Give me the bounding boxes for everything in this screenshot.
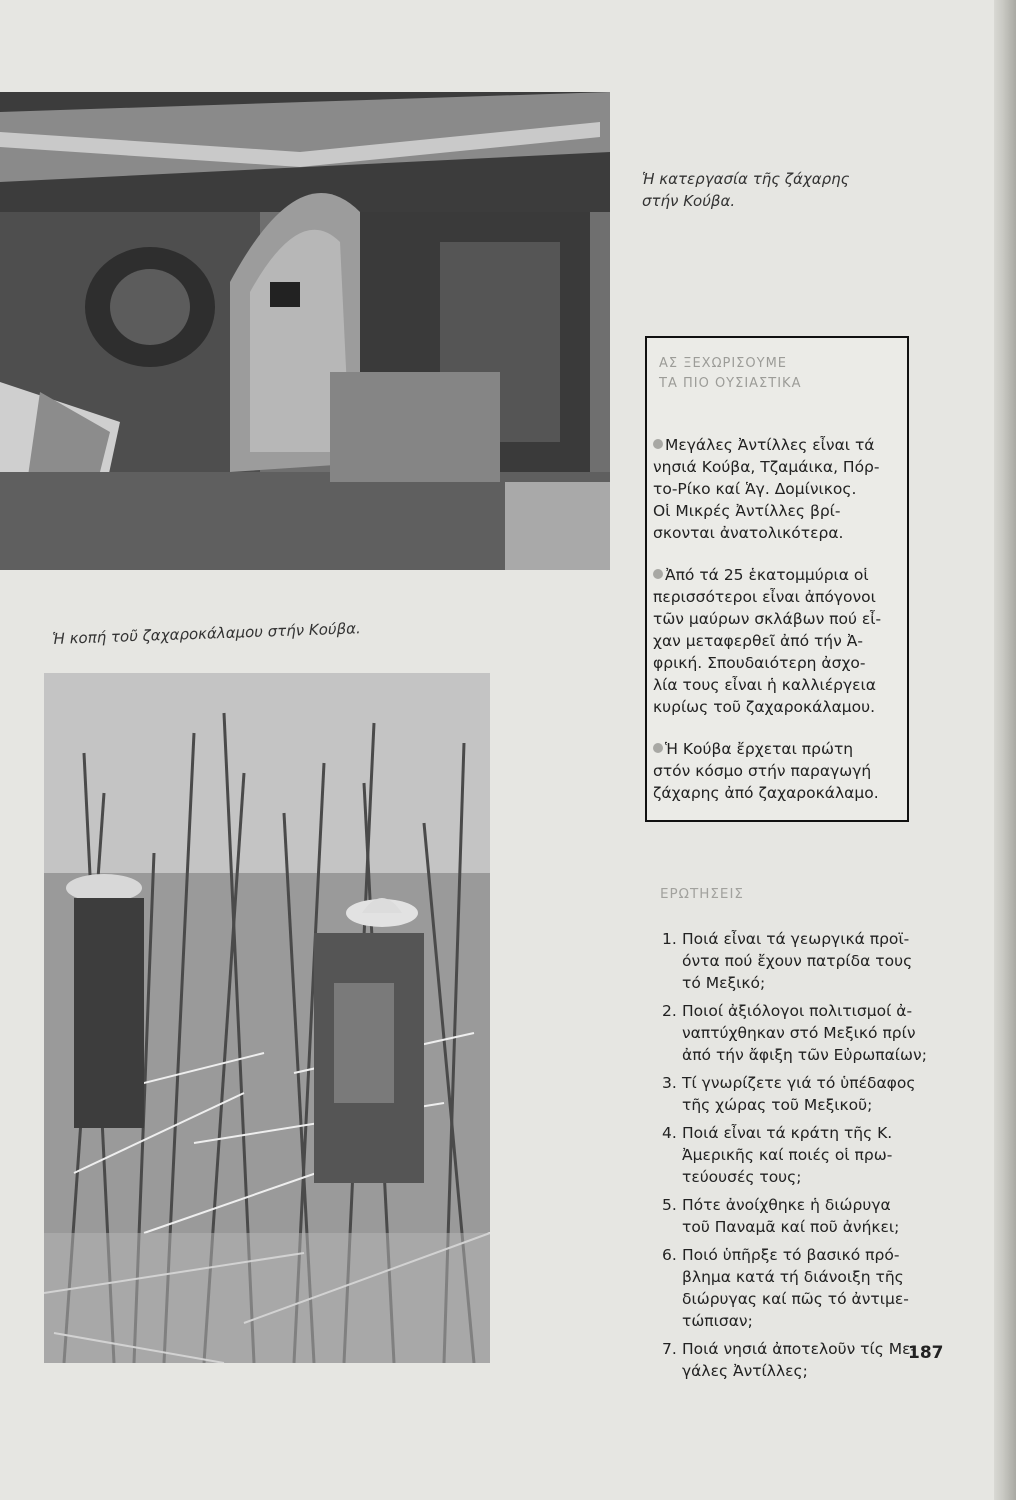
summary-bullet (653, 434, 903, 544)
question-line: τῆς χώρας τοῦ Μεξικοῦ; (682, 1096, 873, 1114)
bullet-line: περισσότεροι εἶναι ἀπόγονοι (653, 588, 876, 606)
question-line: Ποιό ὑπῆρξε τό βασικό πρό- (682, 1246, 900, 1264)
questions-list (652, 928, 932, 1388)
question-item (652, 1338, 932, 1382)
bullet-line: Μεγάλες Ἀντίλλες εἶναι τά (665, 436, 875, 454)
bullet-line: στόν κόσμο στήν παραγωγή (653, 762, 872, 780)
sugar-cane-photo (44, 673, 490, 1363)
summary-title (659, 354, 899, 394)
question-line: Ποιά εἶναι τά γεωργικά προϊ- (682, 930, 910, 948)
summary-bullet (653, 738, 903, 804)
question-item (652, 928, 932, 994)
summary-box (645, 336, 909, 822)
bullet-line: το-Ρίκο καί Ἁγ. Δομίνικος. (653, 480, 857, 498)
question-line: διώρυγας καί πῶς τό ἀντιμε- (682, 1290, 909, 1308)
question-line: Τί γνωρίζετε γιά τό ὑπέδαφος (682, 1074, 916, 1092)
bullet-dot-icon (653, 439, 663, 449)
bullet-line: Ἀπό τά 25 ἑκατομμύρια οἱ (665, 566, 869, 584)
question-number: 4. (662, 1124, 677, 1142)
cane-photo-caption: Ἡ κοπή τοῦ ζαχαροκάλαμου στήν Κούβα. (52, 619, 362, 648)
page-number: 187 (908, 1343, 944, 1363)
question-item (652, 1072, 932, 1116)
bullet-line: νησιά Κούβα, Τζαμάικα, Πόρ- (653, 458, 880, 476)
question-number: 5. (662, 1196, 677, 1214)
question-item (652, 1194, 932, 1238)
question-line: Ποιοί ἀξιόλογοι πολιτισμοί ἀ- (682, 1002, 913, 1020)
question-line: Ἀμερικῆς καί ποιές οἱ πρω- (682, 1146, 893, 1164)
bullet-dot-icon (653, 569, 663, 579)
question-line: ναπτύχθηκαν στό Μεξικό πρίν (682, 1024, 916, 1042)
bullet-line: φρική. Σπουδαιότερη ἀσχο- (653, 654, 866, 672)
bullet-line: Ἡ Κούβα ἔρχεται πρώτη (665, 740, 854, 758)
question-line: ἀπό τήν ἄφιξη τῶν Εὐρωπαίων; (682, 1046, 927, 1064)
bullet-line: Οἱ Μικρές Ἀντίλλες βρί- (653, 502, 841, 520)
question-line: Ποιά εἶναι τά κράτη τῆς Κ. (682, 1124, 893, 1142)
summary-bullet (653, 564, 903, 718)
bullet-line: λία τους εἶναι ἡ καλλιέργεια (653, 676, 876, 694)
question-line: τοῦ Παναμᾶ καί ποῦ ἀνήκει; (682, 1218, 900, 1236)
question-number: 2. (662, 1002, 677, 1020)
summary-title-line: ΑΣ ΞΕΧΩΡΙΣΟΥΜΕ (659, 356, 787, 371)
bullet-line: τῶν μαύρων σκλάβων πού εἶ- (653, 610, 882, 628)
mill-photo-caption: Ἡ κατεργασία τῆς ζάχαρης στήν Κούβα. (642, 170, 850, 210)
question-line: βλημα κατά τή διάνοιξη τῆς (682, 1268, 904, 1286)
question-line: τεύουσές τους; (682, 1168, 802, 1186)
question-item (652, 1244, 932, 1332)
question-item (652, 1000, 932, 1066)
question-number: 6. (662, 1246, 677, 1264)
question-line: όντα πού ἔχουν πατρίδα τους (682, 952, 913, 970)
bullet-line: χαν μεταφερθεῖ ἀπό τήν Ἀ- (653, 632, 863, 650)
sugar-mill-photo (0, 92, 610, 570)
questions-title: ΕΡΩΤΗΣΕΙΣ (660, 886, 744, 902)
question-item (652, 1122, 932, 1188)
page-edge (994, 0, 1016, 1500)
bullet-line: κυρίως τοῦ ζαχαροκάλαμου. (653, 698, 876, 716)
summary-title-line: ΤΑ ΠΙΟ ΟΥΣΙΑΣΤΙΚΑ (659, 376, 802, 391)
question-line: Πότε ἀνοίχθηκε ἡ διώρυγα (682, 1196, 891, 1214)
question-number: 7. (662, 1340, 677, 1358)
bullet-line: ζάχαρης ἀπό ζαχαροκάλαμο. (653, 784, 879, 802)
question-number: 3. (662, 1074, 677, 1092)
question-line: τό Μεξικό; (682, 974, 766, 992)
question-line: Ποιά νησιά ἀποτελοῦν τίς Με- (682, 1340, 917, 1358)
bullet-line: σκονται ἀνατολικότερα. (653, 524, 844, 542)
question-line: τώπισαν; (682, 1312, 753, 1330)
question-line: γάλες Ἀντίλλες; (682, 1362, 808, 1380)
bullet-dot-icon (653, 743, 663, 753)
question-number: 1. (662, 930, 677, 948)
